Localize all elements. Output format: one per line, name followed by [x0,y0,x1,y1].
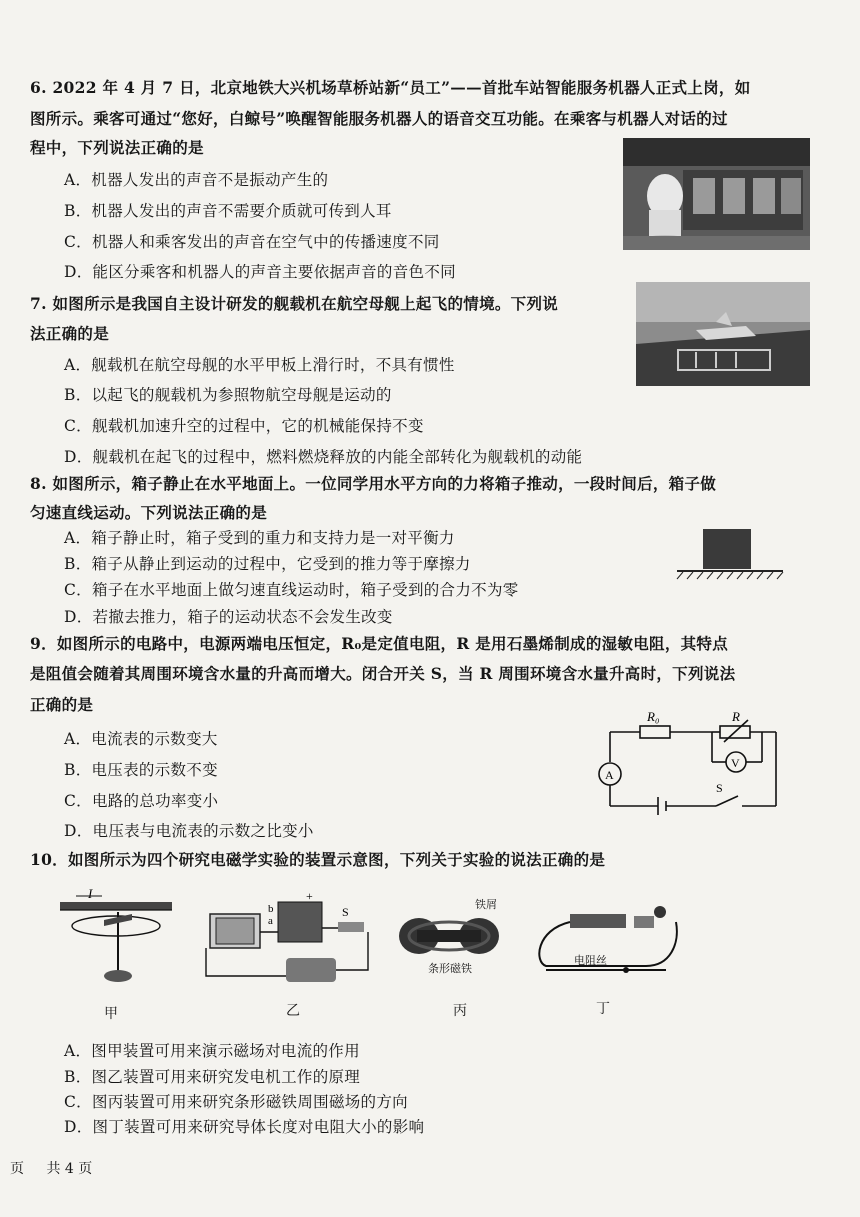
resistance-wire-label: 电阻丝 [574,954,607,967]
footer-page: 页 [10,1161,24,1177]
q8-option-d: D．若撤去推力，箱子的运动状态不会发生改变 [64,608,393,626]
figure-yi-label: 乙 [286,1003,300,1019]
a-label: a [268,915,273,927]
carrier-jet-photo [636,282,810,386]
q7-stem-line-2: 法正确的是 [30,324,110,343]
r0-label: R₀ [647,709,660,724]
figure-ding-diagram [530,904,686,992]
q9-stem-line-1: 9．如图所示的电路中，电源两端电压恒定，R₀是定值电阻，R 是用石墨烯制成的湿敏电阻，其特点 [30,634,729,653]
q10-option-c: C．图丙装置可用来研究条形磁铁周围磁场的方向 [64,1093,408,1111]
q8-option-c: C．箱子在水平地面上做匀速直线运动时，箱子受到的合力不为零 [64,581,519,599]
q6-option-d: D．能区分乘客和机器人的声音主要依据声音的音色不同 [64,263,456,281]
q9-stem-line-3: 正确的是 [30,695,94,714]
r-label: R [732,709,740,724]
q9-stem-line-2: 是阻值会随着其周围环境含水量的升高而增大。闭合开关 S，当 R 周围环境含水量升高时，下列说法 [30,664,736,683]
q7-option-a: A．舰载机在航空母舰的水平甲板上滑行时，不具有惯性 [64,356,455,374]
figure-ding-label: 丁 [596,1001,610,1017]
q6-stem-line-2: 图所示。乘客可通过“您好，白鲸号”唤醒智能服务机器人的语音交互功能。在乘客与机器人对话的过 [30,109,728,128]
ammeter-label: A [605,768,614,782]
current-label: I [88,886,93,901]
figure-jia-diagram [52,884,182,1000]
q10-option-a: A．图甲装置可用来演示磁场对电流的作用 [64,1042,360,1060]
switch-label: S [716,781,723,795]
b-label: b [268,903,274,915]
q7-option-b: B．以起飞的舰载机为参照物航空母舰是运动的 [64,386,392,404]
q8-option-a: A．箱子静止时，箱子受到的重力和支持力是一对平衡力 [64,529,455,547]
q8-stem-line-1: 8. 如图所示，箱子静止在水平地面上。一位同学用水平方向的力将箱子推动，一段时间后，箱子做 [30,474,717,493]
q6-option-a: A．机器人发出的声音不是振动产生的 [64,171,329,189]
q10-option-b: B．图乙装置可用来研究发电机工作的原理 [64,1068,361,1086]
q6-stem-line-1: 6. 2022 年 4 月 7 日，北京地铁大兴机场草桥站新“员工”——首批车站智能服务机器人正式上岗，如 [30,78,751,97]
q8-option-b: B．箱子从静止到运动的过程中，它受到的推力等于摩擦力 [64,555,471,573]
switch-s-label: S [342,905,349,919]
q10-option-d: D．图丁装置可用来研究导体长度对电阻大小的影响 [64,1118,425,1136]
q7-option-c: C．舰载机加速升空的过程中，它的机械能保持不变 [64,417,424,435]
figure-bing-label: 丙 [453,1003,467,1019]
q6-stem-line-3: 程中，下列说法正确的是 [30,138,204,157]
iron-filings-label: 铁屑 [475,898,497,911]
q9-option-b: B．电压表的示数不变 [64,761,218,779]
voltmeter-label: V [731,756,740,770]
bar-magnet-label: 条形磁铁 [428,962,472,975]
figure-yi-diagram [198,888,378,998]
page-footer [10,1158,110,1178]
footer-total: 共 4 页 [46,1161,93,1177]
circuit-diagram [596,706,786,818]
q9-option-a: A．电流表的示数变大 [64,730,218,748]
q7-option-d: D．舰载机在起飞的过程中，燃料燃烧释放的内能全部转化为舰载机的动能 [64,448,583,466]
figure-jia-label: 甲 [104,1006,118,1022]
q6-option-c: C．机器人和乘客发出的声音在空气中的传播速度不同 [64,233,440,251]
robot-photo [623,138,810,250]
q9-option-c: C．电路的总功率变小 [64,792,219,810]
q6-option-b: B．机器人发出的声音不需要介质就可传到人耳 [64,202,392,220]
box-on-floor-diagram [675,525,785,581]
plus-label: + [306,889,313,903]
q10-stem: 10．如图所示为四个研究电磁学实验的装置示意图，下列关于实验的说法正确的是 [30,850,606,869]
q7-stem-line-1: 7. 如图所示是我国自主设计研发的舰载机在航空母舰上起飞的情境。下列说 [30,294,559,313]
q9-option-d: D．电压表与电流表的示数之比变小 [64,822,314,840]
q8-stem-line-2: 匀速直线运动。下列说法正确的是 [30,503,268,522]
